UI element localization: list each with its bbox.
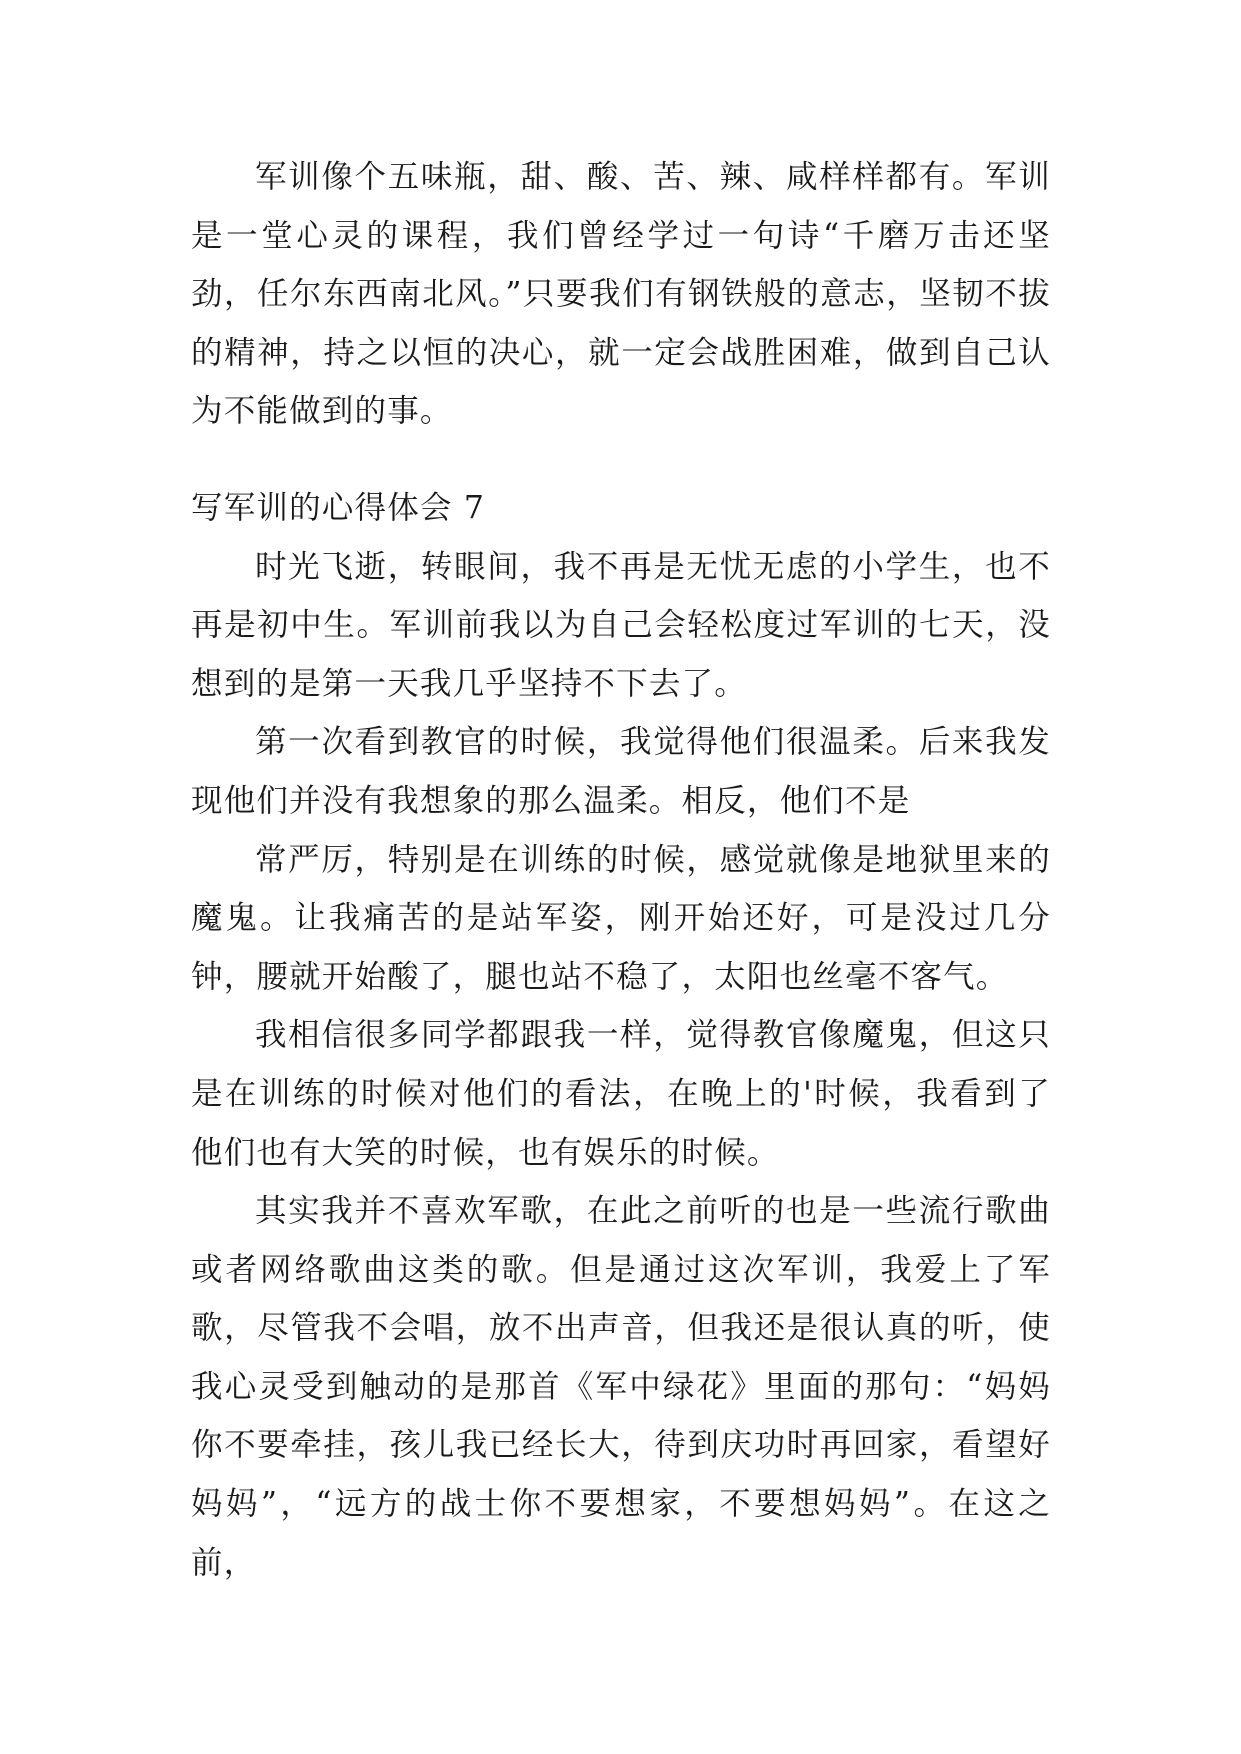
paragraph-3: 常严厉，特别是在训练的时候，感觉就像是地狱里来的魔鬼。让我痛苦的是站军姿，刚开始还好，可是没过几分钟，腰就开始酸了，腿也站不稳了，太阳也丝毫不客气。 — [191, 841, 1051, 995]
paragraph-2: 第一次看到教官的时候，我觉得他们很温柔。后来我发现他们并没有我想象的那么温柔。相反，他们不是 — [191, 724, 1051, 819]
document-body — [191, 148, 1051, 1592]
paragraph-intro: 军训像个五味瓶，甜、酸、苦、辣、咸样样都有。军训是一堂心灵的课程，我们曾经学过一句诗“千磨万击还坚劲，任尔东西南北风。”只要我们有钢铁般的意志，坚韧不拔的精神，持之以恒的决心，就一定会战胜困难，做到自己认为不能做到的事。 — [191, 159, 1051, 430]
paragraph-1: 时光飞逝，转眼间，我不再是无忧无虑的小学生，也不再是初中生。军训前我以为自己会轻松度过军训的七天，没想到的是第一天我几乎坚持不下去了。 — [191, 548, 1051, 702]
section-heading: 写军训的心得体会 7 — [191, 489, 486, 526]
paragraph-5: 其实我并不喜欢军歌，在此之前听的也是一些流行歌曲或者网络歌曲这类的歌。但是通过这次军训，我爱上了军歌，尽管我不会唱，放不出声音，但我还是很认真的听，使我心灵受到触动的是那首《军中绿花》里面的那句：“妈妈你不要牵挂，孩儿我已经长大，待到庆功时再回家，看望好妈妈”，“远方的战士你不要想家，不要想妈妈”。在这之前， — [191, 1193, 1051, 1581]
paragraph-4: 我相信很多同学都跟我一样，觉得教官像魔鬼，但这只是在训练的时候对他们的看法，在晚上的'时候，我看到了他们也有大笑的时候，也有娱乐的时候。 — [191, 1017, 1051, 1171]
